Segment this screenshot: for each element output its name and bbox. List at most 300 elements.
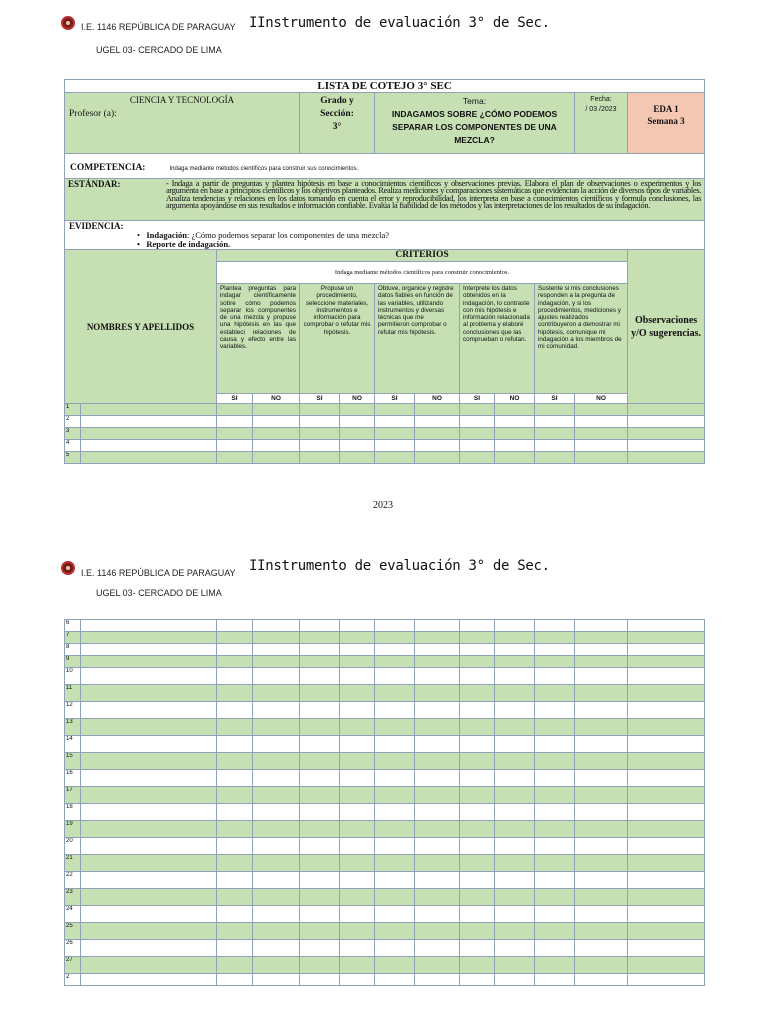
check-cell[interactable] xyxy=(495,656,535,668)
check-cell[interactable] xyxy=(415,620,460,632)
check-cell[interactable] xyxy=(495,644,535,656)
observation-cell[interactable] xyxy=(628,855,705,872)
check-cell[interactable] xyxy=(575,416,628,428)
check-cell[interactable] xyxy=(300,923,340,940)
check-cell[interactable] xyxy=(415,821,460,838)
check-cell[interactable] xyxy=(340,974,375,986)
observation-cell[interactable] xyxy=(628,923,705,940)
check-cell[interactable] xyxy=(217,923,253,940)
check-cell[interactable] xyxy=(495,428,535,440)
check-cell[interactable] xyxy=(575,620,628,632)
check-cell[interactable] xyxy=(495,906,535,923)
check-cell[interactable] xyxy=(535,719,575,736)
check-cell[interactable] xyxy=(375,923,415,940)
check-cell[interactable] xyxy=(340,906,375,923)
observation-cell[interactable] xyxy=(628,821,705,838)
student-name-cell[interactable] xyxy=(81,428,217,440)
check-cell[interactable] xyxy=(460,923,495,940)
check-cell[interactable] xyxy=(460,906,495,923)
check-cell[interactable] xyxy=(217,821,253,838)
check-cell[interactable] xyxy=(415,889,460,906)
check-cell[interactable] xyxy=(575,770,628,787)
check-cell[interactable] xyxy=(575,753,628,770)
check-cell[interactable] xyxy=(300,644,340,656)
student-name-cell[interactable] xyxy=(81,644,217,656)
check-cell[interactable] xyxy=(300,855,340,872)
check-cell[interactable] xyxy=(340,889,375,906)
student-name-cell[interactable] xyxy=(81,452,217,464)
student-name-cell[interactable] xyxy=(81,416,217,428)
check-cell[interactable] xyxy=(575,440,628,452)
check-cell[interactable] xyxy=(415,416,460,428)
check-cell[interactable] xyxy=(535,656,575,668)
check-cell[interactable] xyxy=(460,656,495,668)
check-cell[interactable] xyxy=(253,872,300,889)
check-cell[interactable] xyxy=(495,440,535,452)
student-name-cell[interactable] xyxy=(81,940,217,957)
check-cell[interactable] xyxy=(300,719,340,736)
check-cell[interactable] xyxy=(340,620,375,632)
check-cell[interactable] xyxy=(253,855,300,872)
check-cell[interactable] xyxy=(340,656,375,668)
check-cell[interactable] xyxy=(340,804,375,821)
check-cell[interactable] xyxy=(535,872,575,889)
check-cell[interactable] xyxy=(253,906,300,923)
check-cell[interactable] xyxy=(575,872,628,889)
check-cell[interactable] xyxy=(535,452,575,464)
check-cell[interactable] xyxy=(460,736,495,753)
student-name-cell[interactable] xyxy=(81,821,217,838)
check-cell[interactable] xyxy=(460,804,495,821)
check-cell[interactable] xyxy=(375,440,415,452)
check-cell[interactable] xyxy=(575,821,628,838)
check-cell[interactable] xyxy=(375,974,415,986)
check-cell[interactable] xyxy=(375,957,415,974)
check-cell[interactable] xyxy=(375,632,415,644)
check-cell[interactable] xyxy=(253,632,300,644)
check-cell[interactable] xyxy=(340,736,375,753)
check-cell[interactable] xyxy=(300,974,340,986)
check-cell[interactable] xyxy=(375,889,415,906)
check-cell[interactable] xyxy=(575,923,628,940)
student-name-cell[interactable] xyxy=(81,632,217,644)
observation-cell[interactable] xyxy=(628,428,705,440)
check-cell[interactable] xyxy=(415,872,460,889)
check-cell[interactable] xyxy=(375,668,415,685)
check-cell[interactable] xyxy=(253,719,300,736)
check-cell[interactable] xyxy=(415,787,460,804)
observation-cell[interactable] xyxy=(628,656,705,668)
check-cell[interactable] xyxy=(340,685,375,702)
check-cell[interactable] xyxy=(217,889,253,906)
check-cell[interactable] xyxy=(300,821,340,838)
check-cell[interactable] xyxy=(375,872,415,889)
check-cell[interactable] xyxy=(460,855,495,872)
check-cell[interactable] xyxy=(300,452,340,464)
check-cell[interactable] xyxy=(217,855,253,872)
check-cell[interactable] xyxy=(535,923,575,940)
check-cell[interactable] xyxy=(300,702,340,719)
check-cell[interactable] xyxy=(217,685,253,702)
check-cell[interactable] xyxy=(460,872,495,889)
check-cell[interactable] xyxy=(253,974,300,986)
check-cell[interactable] xyxy=(217,452,253,464)
check-cell[interactable] xyxy=(300,685,340,702)
check-cell[interactable] xyxy=(535,889,575,906)
check-cell[interactable] xyxy=(375,620,415,632)
check-cell[interactable] xyxy=(375,404,415,416)
check-cell[interactable] xyxy=(535,821,575,838)
check-cell[interactable] xyxy=(253,428,300,440)
check-cell[interactable] xyxy=(535,632,575,644)
check-cell[interactable] xyxy=(253,668,300,685)
check-cell[interactable] xyxy=(253,736,300,753)
check-cell[interactable] xyxy=(535,685,575,702)
check-cell[interactable] xyxy=(340,668,375,685)
check-cell[interactable] xyxy=(375,416,415,428)
check-cell[interactable] xyxy=(415,770,460,787)
check-cell[interactable] xyxy=(217,770,253,787)
check-cell[interactable] xyxy=(300,957,340,974)
check-cell[interactable] xyxy=(300,804,340,821)
check-cell[interactable] xyxy=(375,804,415,821)
check-cell[interactable] xyxy=(340,770,375,787)
check-cell[interactable] xyxy=(340,855,375,872)
check-cell[interactable] xyxy=(253,452,300,464)
check-cell[interactable] xyxy=(495,787,535,804)
student-name-cell[interactable] xyxy=(81,685,217,702)
check-cell[interactable] xyxy=(495,889,535,906)
check-cell[interactable] xyxy=(253,644,300,656)
observation-cell[interactable] xyxy=(628,838,705,855)
check-cell[interactable] xyxy=(460,620,495,632)
observation-cell[interactable] xyxy=(628,889,705,906)
check-cell[interactable] xyxy=(495,452,535,464)
check-cell[interactable] xyxy=(575,668,628,685)
check-cell[interactable] xyxy=(415,923,460,940)
check-cell[interactable] xyxy=(340,452,375,464)
check-cell[interactable] xyxy=(300,906,340,923)
check-cell[interactable] xyxy=(253,889,300,906)
observation-cell[interactable] xyxy=(628,668,705,685)
check-cell[interactable] xyxy=(415,838,460,855)
check-cell[interactable] xyxy=(495,620,535,632)
check-cell[interactable] xyxy=(535,668,575,685)
check-cell[interactable] xyxy=(495,702,535,719)
check-cell[interactable] xyxy=(460,428,495,440)
check-cell[interactable] xyxy=(575,855,628,872)
check-cell[interactable] xyxy=(460,889,495,906)
check-cell[interactable] xyxy=(253,821,300,838)
check-cell[interactable] xyxy=(300,770,340,787)
check-cell[interactable] xyxy=(253,620,300,632)
check-cell[interactable] xyxy=(415,685,460,702)
check-cell[interactable] xyxy=(340,702,375,719)
check-cell[interactable] xyxy=(340,428,375,440)
check-cell[interactable] xyxy=(495,685,535,702)
check-cell[interactable] xyxy=(535,620,575,632)
check-cell[interactable] xyxy=(300,620,340,632)
observation-cell[interactable] xyxy=(628,804,705,821)
check-cell[interactable] xyxy=(253,416,300,428)
check-cell[interactable] xyxy=(217,668,253,685)
check-cell[interactable] xyxy=(460,668,495,685)
check-cell[interactable] xyxy=(495,668,535,685)
check-cell[interactable] xyxy=(253,656,300,668)
student-name-cell[interactable] xyxy=(81,668,217,685)
check-cell[interactable] xyxy=(415,452,460,464)
check-cell[interactable] xyxy=(217,719,253,736)
student-name-cell[interactable] xyxy=(81,974,217,986)
check-cell[interactable] xyxy=(460,719,495,736)
check-cell[interactable] xyxy=(535,440,575,452)
check-cell[interactable] xyxy=(217,957,253,974)
check-cell[interactable] xyxy=(415,428,460,440)
student-name-cell[interactable] xyxy=(81,719,217,736)
check-cell[interactable] xyxy=(535,416,575,428)
check-cell[interactable] xyxy=(535,736,575,753)
check-cell[interactable] xyxy=(415,404,460,416)
check-cell[interactable] xyxy=(575,957,628,974)
check-cell[interactable] xyxy=(575,736,628,753)
check-cell[interactable] xyxy=(460,974,495,986)
check-cell[interactable] xyxy=(535,428,575,440)
check-cell[interactable] xyxy=(575,656,628,668)
student-name-cell[interactable] xyxy=(81,872,217,889)
check-cell[interactable] xyxy=(535,957,575,974)
check-cell[interactable] xyxy=(300,416,340,428)
check-cell[interactable] xyxy=(217,974,253,986)
check-cell[interactable] xyxy=(495,416,535,428)
check-cell[interactable] xyxy=(460,416,495,428)
check-cell[interactable] xyxy=(495,753,535,770)
check-cell[interactable] xyxy=(253,957,300,974)
check-cell[interactable] xyxy=(375,855,415,872)
check-cell[interactable] xyxy=(217,736,253,753)
student-name-cell[interactable] xyxy=(81,656,217,668)
observation-cell[interactable] xyxy=(628,644,705,656)
observation-cell[interactable] xyxy=(628,719,705,736)
check-cell[interactable] xyxy=(460,632,495,644)
check-cell[interactable] xyxy=(253,685,300,702)
check-cell[interactable] xyxy=(253,940,300,957)
check-cell[interactable] xyxy=(460,440,495,452)
check-cell[interactable] xyxy=(340,753,375,770)
observation-cell[interactable] xyxy=(628,416,705,428)
observation-cell[interactable] xyxy=(628,753,705,770)
check-cell[interactable] xyxy=(375,753,415,770)
check-cell[interactable] xyxy=(460,838,495,855)
check-cell[interactable] xyxy=(495,632,535,644)
check-cell[interactable] xyxy=(217,632,253,644)
check-cell[interactable] xyxy=(217,644,253,656)
observation-cell[interactable] xyxy=(628,404,705,416)
check-cell[interactable] xyxy=(415,906,460,923)
check-cell[interactable] xyxy=(415,940,460,957)
check-cell[interactable] xyxy=(253,440,300,452)
observation-cell[interactable] xyxy=(628,957,705,974)
student-name-cell[interactable] xyxy=(81,838,217,855)
check-cell[interactable] xyxy=(535,855,575,872)
check-cell[interactable] xyxy=(340,957,375,974)
check-cell[interactable] xyxy=(575,685,628,702)
check-cell[interactable] xyxy=(253,838,300,855)
check-cell[interactable] xyxy=(575,787,628,804)
check-cell[interactable] xyxy=(575,906,628,923)
check-cell[interactable] xyxy=(535,974,575,986)
check-cell[interactable] xyxy=(460,940,495,957)
check-cell[interactable] xyxy=(253,753,300,770)
check-cell[interactable] xyxy=(300,838,340,855)
check-cell[interactable] xyxy=(575,452,628,464)
observation-cell[interactable] xyxy=(628,632,705,644)
check-cell[interactable] xyxy=(495,974,535,986)
student-name-cell[interactable] xyxy=(81,906,217,923)
student-name-cell[interactable] xyxy=(81,889,217,906)
check-cell[interactable] xyxy=(300,632,340,644)
check-cell[interactable] xyxy=(575,719,628,736)
check-cell[interactable] xyxy=(340,632,375,644)
check-cell[interactable] xyxy=(217,416,253,428)
check-cell[interactable] xyxy=(217,428,253,440)
check-cell[interactable] xyxy=(535,644,575,656)
check-cell[interactable] xyxy=(415,644,460,656)
check-cell[interactable] xyxy=(575,804,628,821)
observation-cell[interactable] xyxy=(628,736,705,753)
check-cell[interactable] xyxy=(575,974,628,986)
check-cell[interactable] xyxy=(575,428,628,440)
student-name-cell[interactable] xyxy=(81,404,217,416)
check-cell[interactable] xyxy=(340,940,375,957)
student-name-cell[interactable] xyxy=(81,923,217,940)
check-cell[interactable] xyxy=(415,632,460,644)
check-cell[interactable] xyxy=(300,404,340,416)
check-cell[interactable] xyxy=(340,923,375,940)
student-name-cell[interactable] xyxy=(81,855,217,872)
check-cell[interactable] xyxy=(535,770,575,787)
check-cell[interactable] xyxy=(340,644,375,656)
check-cell[interactable] xyxy=(300,440,340,452)
check-cell[interactable] xyxy=(300,668,340,685)
check-cell[interactable] xyxy=(217,787,253,804)
check-cell[interactable] xyxy=(375,656,415,668)
check-cell[interactable] xyxy=(495,838,535,855)
check-cell[interactable] xyxy=(217,872,253,889)
check-cell[interactable] xyxy=(253,787,300,804)
check-cell[interactable] xyxy=(253,770,300,787)
check-cell[interactable] xyxy=(340,872,375,889)
check-cell[interactable] xyxy=(340,416,375,428)
check-cell[interactable] xyxy=(375,838,415,855)
check-cell[interactable] xyxy=(575,940,628,957)
check-cell[interactable] xyxy=(300,656,340,668)
check-cell[interactable] xyxy=(375,428,415,440)
check-cell[interactable] xyxy=(495,736,535,753)
observation-cell[interactable] xyxy=(628,787,705,804)
check-cell[interactable] xyxy=(460,753,495,770)
check-cell[interactable] xyxy=(415,753,460,770)
check-cell[interactable] xyxy=(217,753,253,770)
check-cell[interactable] xyxy=(217,838,253,855)
check-cell[interactable] xyxy=(375,940,415,957)
check-cell[interactable] xyxy=(217,404,253,416)
check-cell[interactable] xyxy=(495,923,535,940)
check-cell[interactable] xyxy=(375,736,415,753)
check-cell[interactable] xyxy=(415,668,460,685)
student-name-cell[interactable] xyxy=(81,753,217,770)
check-cell[interactable] xyxy=(460,644,495,656)
observation-cell[interactable] xyxy=(628,906,705,923)
check-cell[interactable] xyxy=(340,440,375,452)
check-cell[interactable] xyxy=(415,736,460,753)
check-cell[interactable] xyxy=(415,702,460,719)
check-cell[interactable] xyxy=(460,452,495,464)
check-cell[interactable] xyxy=(495,940,535,957)
check-cell[interactable] xyxy=(575,838,628,855)
check-cell[interactable] xyxy=(217,656,253,668)
student-name-cell[interactable] xyxy=(81,957,217,974)
check-cell[interactable] xyxy=(495,719,535,736)
check-cell[interactable] xyxy=(217,702,253,719)
observation-cell[interactable] xyxy=(628,440,705,452)
check-cell[interactable] xyxy=(217,804,253,821)
check-cell[interactable] xyxy=(253,923,300,940)
check-cell[interactable] xyxy=(460,702,495,719)
check-cell[interactable] xyxy=(495,770,535,787)
check-cell[interactable] xyxy=(535,940,575,957)
check-cell[interactable] xyxy=(375,906,415,923)
check-cell[interactable] xyxy=(340,787,375,804)
check-cell[interactable] xyxy=(495,404,535,416)
check-cell[interactable] xyxy=(535,804,575,821)
observation-cell[interactable] xyxy=(628,940,705,957)
check-cell[interactable] xyxy=(535,906,575,923)
check-cell[interactable] xyxy=(340,838,375,855)
check-cell[interactable] xyxy=(340,404,375,416)
student-name-cell[interactable] xyxy=(81,770,217,787)
check-cell[interactable] xyxy=(253,702,300,719)
check-cell[interactable] xyxy=(535,753,575,770)
check-cell[interactable] xyxy=(535,787,575,804)
check-cell[interactable] xyxy=(340,719,375,736)
check-cell[interactable] xyxy=(300,872,340,889)
check-cell[interactable] xyxy=(300,753,340,770)
check-cell[interactable] xyxy=(575,702,628,719)
check-cell[interactable] xyxy=(375,685,415,702)
check-cell[interactable] xyxy=(300,428,340,440)
check-cell[interactable] xyxy=(495,855,535,872)
check-cell[interactable] xyxy=(575,404,628,416)
check-cell[interactable] xyxy=(375,719,415,736)
observation-cell[interactable] xyxy=(628,872,705,889)
check-cell[interactable] xyxy=(375,452,415,464)
observation-cell[interactable] xyxy=(628,770,705,787)
check-cell[interactable] xyxy=(300,940,340,957)
check-cell[interactable] xyxy=(415,804,460,821)
check-cell[interactable] xyxy=(415,656,460,668)
check-cell[interactable] xyxy=(495,957,535,974)
check-cell[interactable] xyxy=(575,632,628,644)
check-cell[interactable] xyxy=(495,872,535,889)
observation-cell[interactable] xyxy=(628,620,705,632)
check-cell[interactable] xyxy=(415,957,460,974)
student-name-cell[interactable] xyxy=(81,440,217,452)
check-cell[interactable] xyxy=(535,404,575,416)
student-name-cell[interactable] xyxy=(81,787,217,804)
check-cell[interactable] xyxy=(460,685,495,702)
check-cell[interactable] xyxy=(460,957,495,974)
check-cell[interactable] xyxy=(217,620,253,632)
